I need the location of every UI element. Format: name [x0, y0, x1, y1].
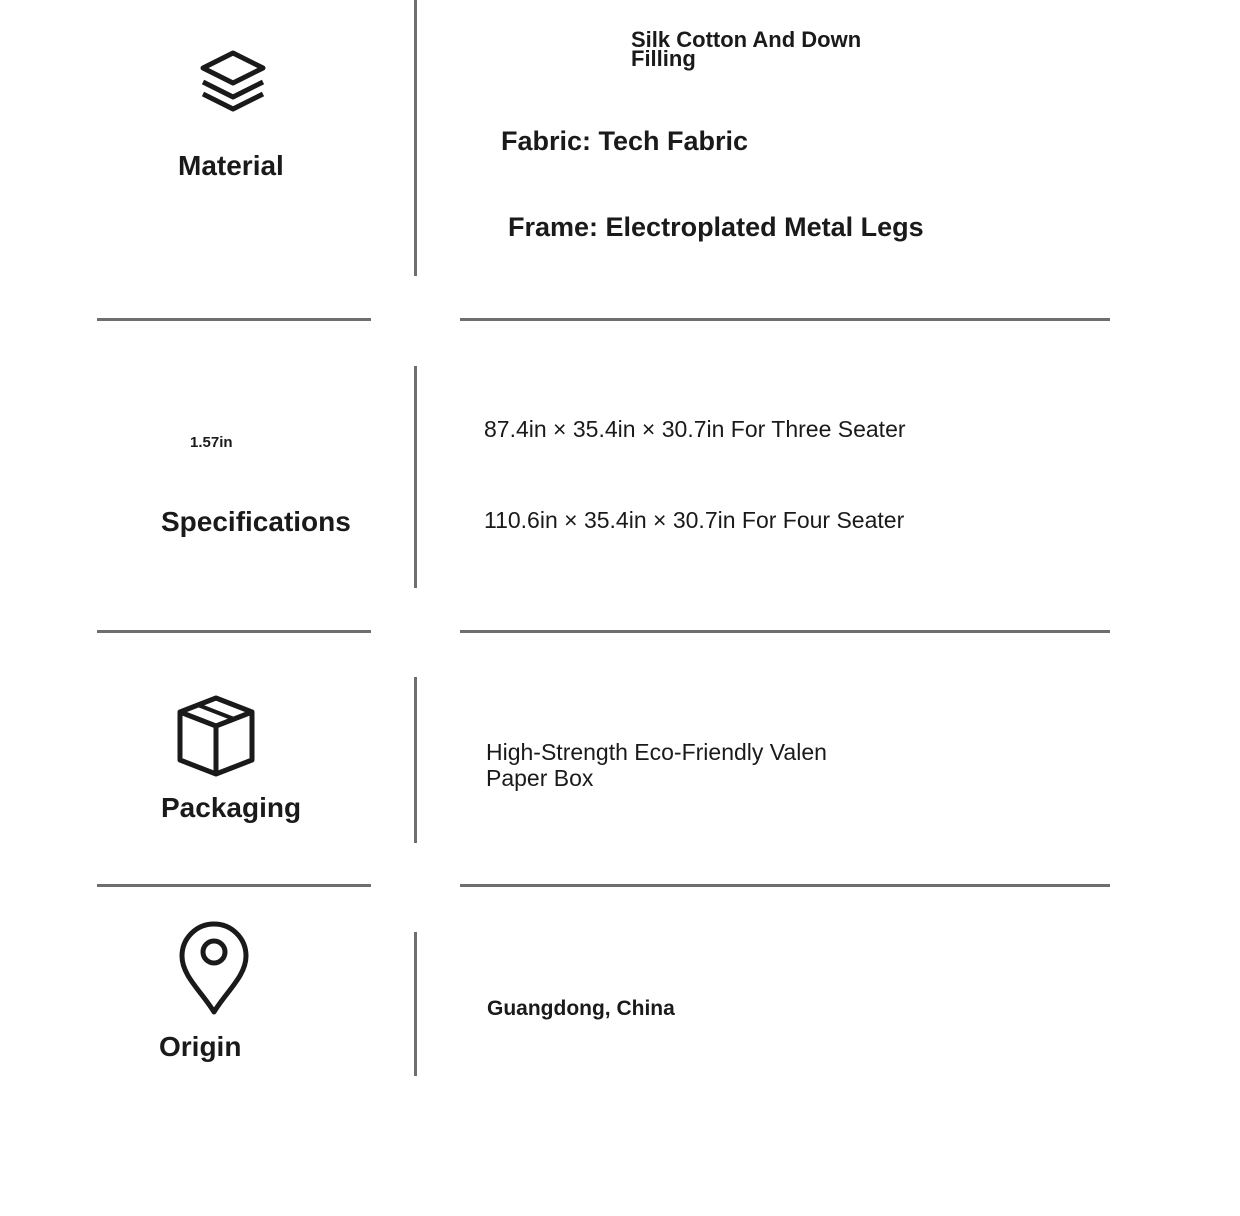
section-divider-right — [460, 884, 1110, 887]
origin-value: Guangdong, China — [487, 997, 675, 1020]
packaging-icon-wrap — [176, 694, 256, 778]
vertical-divider — [414, 677, 417, 843]
vertical-divider — [414, 366, 417, 588]
material-label: Material — [178, 150, 284, 181]
material-filling: Silk Cotton And Down Filling — [631, 27, 862, 71]
origin-icon-wrap — [178, 920, 250, 1016]
vertical-divider — [414, 932, 417, 1076]
section-divider-left — [97, 318, 371, 321]
material-frame: Frame: Electroplated Metal Legs — [508, 212, 924, 242]
section-divider-left — [97, 884, 371, 887]
spec-four-seater: 110.6in × 35.4in × 30.7in For Four Seater — [484, 507, 905, 533]
dimension-icon-text: 1.57in — [190, 434, 233, 451]
spec-three-seater: 87.4in × 35.4in × 30.7in For Three Seater — [484, 416, 906, 442]
box-icon — [176, 694, 256, 778]
layers-icon — [196, 48, 270, 114]
specifications-label: Specifications — [161, 506, 351, 537]
section-divider-right — [460, 318, 1110, 321]
location-pin-icon — [178, 920, 250, 1016]
packaging-value: High-Strength Eco-Friendly Valen Paper Box — [486, 739, 827, 791]
origin-label: Origin — [159, 1031, 242, 1062]
material-fabric: Fabric: Tech Fabric — [501, 126, 749, 156]
material-icon-wrap — [196, 48, 270, 114]
section-divider-right — [460, 630, 1110, 633]
section-divider-left — [97, 630, 371, 633]
vertical-divider — [414, 0, 417, 276]
packaging-label: Packaging — [161, 792, 302, 823]
